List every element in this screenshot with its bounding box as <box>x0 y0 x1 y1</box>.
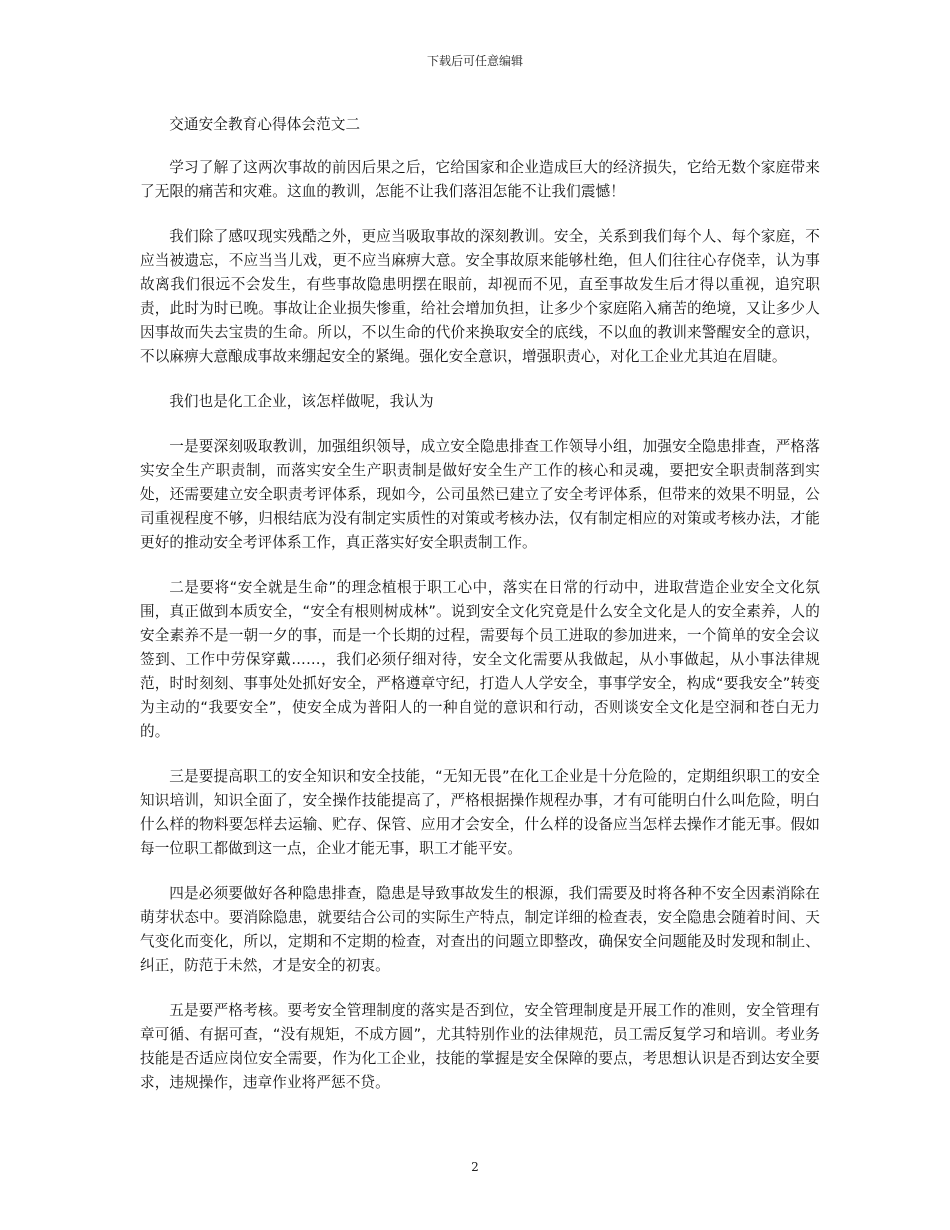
paragraph: 四是必须要做好各种隐患排查，隐患是导致事故发生的根源，我们需要及时将各种不安全因素消除在萌芽状态中。要消除隐患，就要结合公司的实际生产特点，制定详细的检查表，安全隐患会随着时间、天气变化而变化，所以，定期和不定期的检查，对查出的问题立即整改，确保安全问题能及时发现和制止、纠正，防范于未然，才是安全的初衷。 <box>140 885 820 974</box>
paragraph: 五是要严格考核。要考安全管理制度的落实是否到位，安全管理制度是开展工作的准则，安全管理有章可循、有据可查，“没有规矩，不成方圆”，尤其特别作业的法律规范，员工需反复学习和培训。考业务技能是否适应岗位安全需要，作为化工企业，技能的掌握是安全保障的要点，考思想认识是否到达安全要求，违规操作，违章作业将严惩不贷。 <box>140 1002 820 1091</box>
header-note: 下载后可任意编辑 <box>426 54 523 68</box>
paragraph: 三是要提高职工的安全知识和安全技能，“无知无畏”在化工企业是十分危险的，定期组织职工的安全知识培训，知识全面了，安全操作技能提高了，严格根据操作规程办事，才有可能明白什么叫危险，明白什么样的物料要怎样去运输、贮存、保管、应用才会安全，什么样的设备应当怎样去操作才能无事。假如每一位职工都做到这一点，企业才能无事，职工才能平安。 <box>140 768 820 857</box>
paragraph: 一是要深刻吸取教训，加强组织领导，成立安全隐患排查工作领导小组，加强安全隐患排查，严格落实安全生产职责制，而落实安全生产职责制是做好安全生产工作的核心和灵魂，要把安全职责制落到实处，还需要建立安全职责考评体系，现如今，公司虽然已建立了安全考评体系，但带来的效果不明显，公司重视程度不够，归根结底为没有制定实质性的对策或考核办法，仅有制定相应的对策或考核办法，才能更好的推动安全考评体系工作，真正落实好安全职责制工作。 <box>140 438 820 551</box>
paragraph: 二是要将“安全就是生命”的理念植根于职工心中，落实在日常的行动中，进取营造企业安全文化氛围，真正做到本质安全，“安全有根则树成林”。说到安全文化究竟是什么安全文化是人的安全素养，人的安全素养不是一朝一夕的事，而是一个长期的过程，需要每个员工进取的参加进来，一个简单的安全会议签到、工作中劳保穿戴……，我们必须仔细对待，安全文化需要从我做起，从小事做起，从小事法律规范，时时刻刻、事事处处抓好安全，严格遵章守纪，打造人人学安全，事事学安全，构成“要我安全”转变为主动的“我要安全”，使安全成为普阳人的一种自觉的意识和行动，否则谈安全文化是空洞和苍白无力的。 <box>140 579 820 740</box>
paragraph: 学习了解了这两次事故的前因后果之后，它给国家和企业造成巨大的经济损失，它给无数个家庭带来了无限的痛苦和灾难。这血的教训，怎能不让我们落泪怎能不让我们震憾！ <box>140 159 820 200</box>
page-number: 2 <box>471 1160 479 1174</box>
paragraph: 我们除了感叹现实残酷之外，更应当吸取事故的深刻教训。安全，关系到我们每个人、每个家庭，不应当被遗忘，不应当当儿戏，更不应当麻痹大意。安全事故原来能够杜绝，但人们往往心存侥幸，认为事故离我们很远不会发生，有些事故隐患明摆在眼前，却视而不见，直至事故发生后才得以重视，追究职责，此时为时已晚。事故让企业损失惨重，给社会增加负担，让多少个家庭陷入痛苦的绝境，又让多少人因事故而失去宝贵的生命。所以，不以生命的代价来换取安全的底线，不以血的教训来警醒安全的意识，不以麻痹大意酿成事故来绷起安全的紧绳。强化安全意识，增强职责心，对化工企业尤其迫在眉睫。 <box>140 228 820 365</box>
paragraph: 我们也是化工企业，该怎样做呢，我认为 <box>169 393 434 410</box>
document-body <box>140 113 820 1116</box>
document-title: 交通安全教育心得体会范文二 <box>169 116 361 133</box>
